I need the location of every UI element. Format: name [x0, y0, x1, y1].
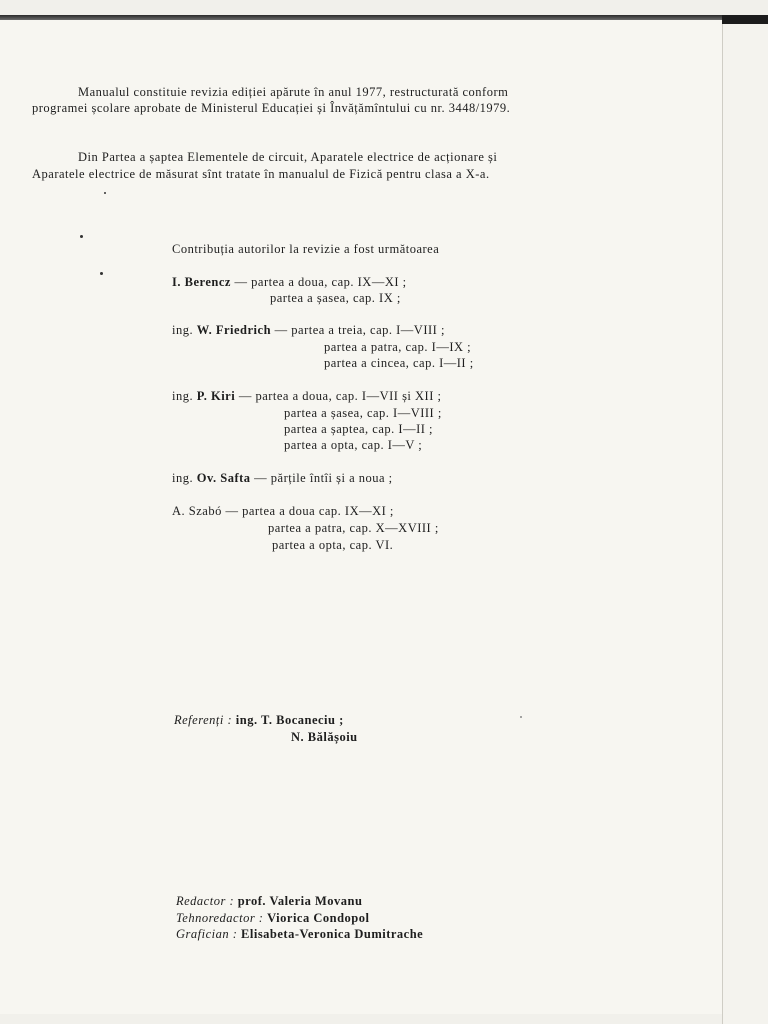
- contributions-heading: Contribuția autorilor la revizie a fost următoarea: [172, 242, 440, 256]
- author-part: partea a cincea, cap. I—II ;: [324, 356, 474, 370]
- scan-speck: [100, 272, 103, 275]
- author-part: partea a șasea, cap. I—VIII ;: [284, 406, 442, 420]
- author-title: ing.: [172, 389, 194, 403]
- author-part: partea a patra, cap. I—IX ;: [324, 340, 472, 354]
- author-part: partea a opta, cap. I—V ;: [284, 438, 423, 452]
- page-right-margin: [722, 24, 768, 1024]
- note-line-2: Aparatele electrice de măsurat sînt tratate în manualul de Fizică pentru clasa a X-a.: [32, 167, 490, 181]
- author-part: partea a șaptea, cap. I—II ;: [284, 422, 433, 436]
- author-part: partea a opta, cap. VI.: [272, 538, 394, 552]
- author-title: ing.: [172, 471, 194, 485]
- author-title: ing.: [172, 323, 194, 337]
- referees-label: Referenți :: [174, 713, 233, 727]
- author-dash: —: [225, 504, 239, 518]
- author-entry: [172, 275, 407, 290]
- scan-speck: [520, 716, 522, 718]
- page-top-edge: [0, 15, 768, 20]
- author-part: partea a doua, cap. IX—XI ;: [251, 275, 407, 289]
- author-name: A. Szabó: [172, 504, 222, 518]
- credit-name: prof. Valeria Movanu: [237, 894, 363, 908]
- author-part: partea a patra, cap. X—XVIII ;: [268, 521, 439, 535]
- referee-name: ing. T. Bocaneciu ;: [235, 713, 344, 727]
- author-part: partea a treia, cap. I—VIII ;: [291, 323, 445, 337]
- author-entry: [172, 389, 441, 404]
- credit-line: [176, 894, 362, 909]
- referees-line-1: [174, 713, 344, 728]
- credit-role: Tehnoredactor :: [176, 911, 264, 925]
- credit-name: Viorica Condopol: [267, 911, 370, 925]
- credit-line: [176, 911, 369, 926]
- author-part: partea a doua, cap. I—VII și XII ;: [255, 389, 442, 403]
- author-dash: —: [274, 323, 288, 337]
- author-dash: —: [254, 471, 268, 485]
- author-name: W. Friedrich: [196, 323, 272, 337]
- credit-role: Redactor :: [176, 894, 235, 908]
- author-part: partea a doua cap. IX—XI ;: [242, 504, 394, 518]
- credit-line: [176, 927, 423, 942]
- scan-speck: [104, 192, 106, 194]
- intro-line-1: Manualul constituie revizia ediției apărute în anul 1977, restructurată conform: [78, 85, 509, 99]
- author-part: partea a șasea, cap. IX ;: [270, 291, 401, 305]
- credit-role: Grafician :: [176, 927, 238, 941]
- author-entry: [172, 504, 394, 519]
- intro-line-2: programei școlare aprobate de Ministerul Educației și Învățămîntului cu nr. 3448/1979.: [32, 101, 511, 115]
- author-entry: [172, 323, 445, 338]
- note-line-1: Din Partea a șaptea Elementele de circuit, Aparatele electrice de acționare și: [78, 150, 498, 164]
- author-name: Ov. Safta: [196, 471, 251, 485]
- referee-name: N. Bălășoiu: [291, 730, 358, 744]
- author-dash: —: [238, 389, 252, 403]
- scan-speck: [80, 235, 83, 238]
- credit-name: Elisabeta-Veronica Dumitrache: [241, 927, 424, 941]
- author-part: părțile întîi și a noua ;: [270, 471, 393, 485]
- author-dash: —: [234, 275, 248, 289]
- author-name: P. Kiri: [196, 389, 236, 403]
- author-name: I. Berencz: [172, 275, 231, 289]
- author-entry: [172, 471, 393, 486]
